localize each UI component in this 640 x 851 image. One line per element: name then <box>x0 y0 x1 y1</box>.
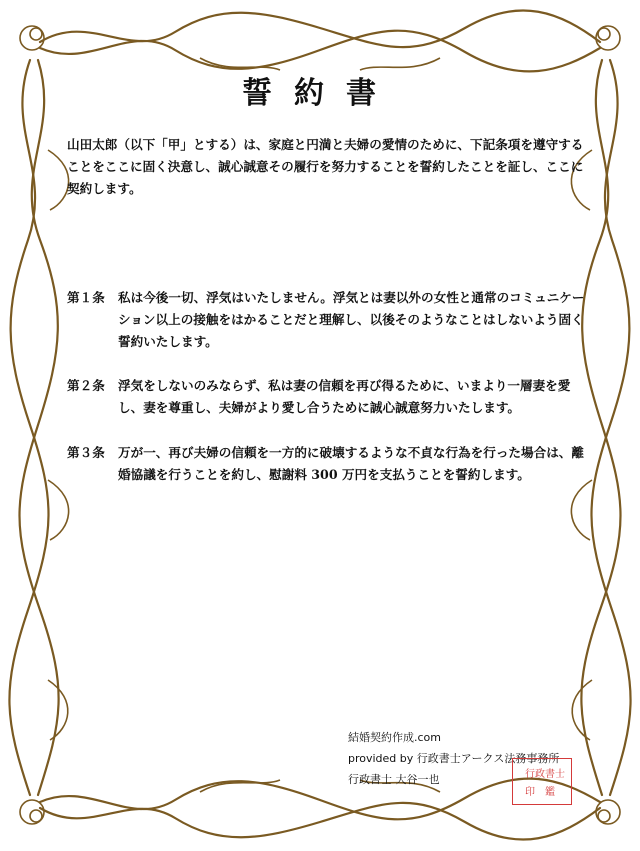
article-3 <box>67 442 585 486</box>
article-number: 第１条 <box>67 290 105 305</box>
article-text: 万が一、再び夫婦の信頼を一方的に破壊するような不貞な行為を行った場合は、離婚協議を行うことを約し、慰謝料 300 万円を支払うことを誓約します。 <box>118 445 584 482</box>
footer-signer: 行政書士 大谷一也 <box>348 773 440 786</box>
article-number: 第２条 <box>67 378 105 393</box>
article-text: 浮気をしないのみならず、私は妻の信頼を再び得るために、いまより一層妻を愛し、妻を尊重し、夫婦がより愛し合うために誠心誠意努力いたします。 <box>118 378 571 415</box>
footer-site: 結婚契約作成.com <box>348 731 441 744</box>
document-title: 誓約書 <box>242 76 398 111</box>
article-1 <box>67 287 585 353</box>
seal-stamp <box>512 758 572 805</box>
footer-provided: provided by 行政書士アークス法務事務所 <box>348 752 560 765</box>
article-2 <box>67 375 585 419</box>
article-number: 第３条 <box>67 445 105 460</box>
stamp-line-2: 印 鑑 <box>525 787 555 798</box>
intro-paragraph: 山田太郎（以下「甲」とする）は、家庭と円満と夫婦の愛情のために、下記条項を遵守することをここに固く決意し、誠心誠意その履行を努力することを誓約したことを証し、ここに契約します。 <box>67 137 584 196</box>
article-text: 私は今後一切、浮気はいたしません。浮気とは妻以外の女性と通常のコミュニケーション以上の接触をはかることだと理解し、以後そのようなことはしないよう固く誓約いたします。 <box>118 290 585 349</box>
stamp-line-1: 行政書士 <box>525 769 565 780</box>
